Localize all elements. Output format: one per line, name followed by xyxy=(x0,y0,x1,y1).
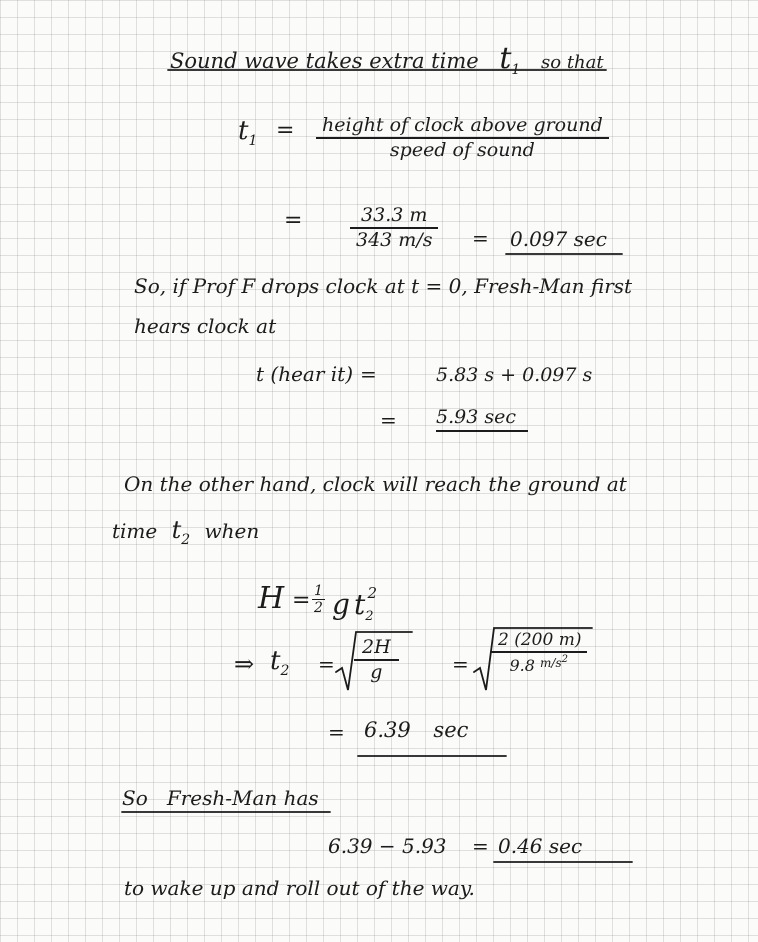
eq-t2-denominator-2: 9.8 $^{m/s2}$ xyxy=(509,654,568,675)
hear-equals: = xyxy=(360,362,377,386)
t1-calc-equals: = xyxy=(284,208,303,233)
hear-rhs: 5.83 s + 0.097 s xyxy=(436,364,593,386)
t1-calc-denominator: 343 m/s xyxy=(356,229,433,251)
t1-calc-equals-2: = xyxy=(472,226,489,250)
hear-lhs: t (hear it) xyxy=(256,362,353,386)
t1-lhs: $t_1$ xyxy=(238,116,258,149)
t1-calc-numerator: 33.3 m xyxy=(350,206,438,229)
t1-result: 0.097 sec xyxy=(510,227,607,251)
sqrt-sign-1 xyxy=(336,632,412,690)
eq-t2-denominator: g xyxy=(370,661,383,683)
para3-calc: 6.39 − 5.93 xyxy=(328,834,447,858)
eq-t2-arrow: ⇒ xyxy=(234,650,255,678)
eq-t2-numerator: 2H xyxy=(354,638,399,661)
eq-t2-equals-2: = xyxy=(452,652,469,676)
para3-equals: = xyxy=(472,834,489,858)
t2-result: 6.39 sec xyxy=(364,718,469,742)
para1-line1: So, if Prof F drops clock at t = 0, Fresh-Man first xyxy=(134,274,633,298)
eq-h-lhs: H xyxy=(258,581,285,616)
para2-line2: time $t_2$ when xyxy=(112,516,260,548)
para3-line1: So Fresh-Man has xyxy=(122,786,319,810)
eq-t2-equals: = xyxy=(318,652,335,676)
eq-t2-lhs: $t_2$ xyxy=(270,646,290,679)
t1-denominator: speed of sound xyxy=(389,139,535,161)
eq-h-rhs: g $t_2^2$ xyxy=(332,584,378,624)
intro-text: Sound wave takes extra time xyxy=(170,49,479,73)
t1-equals: = xyxy=(276,118,295,143)
hear-equals-2: = xyxy=(380,408,397,432)
hear-result: 5.93 sec xyxy=(436,408,528,432)
eq-t2-numerator-2: 2 (200 m) xyxy=(490,632,587,653)
intro-tail: so that xyxy=(541,52,604,73)
para1-line2: hears clock at xyxy=(134,314,277,338)
t2-result-equals: = xyxy=(328,720,345,744)
para3-line3: to wake up and roll out of the way. xyxy=(124,876,475,900)
para3-result: 0.46 sec xyxy=(498,834,583,858)
sqrt-sign-2 xyxy=(474,628,592,690)
eq-h-equals: = xyxy=(292,588,311,613)
t1-numerator: height of clock above ground xyxy=(316,116,609,139)
para2-line1: On the other hand, clock will reach the ground at xyxy=(124,472,627,496)
intro-var: $t_1$ xyxy=(499,41,521,78)
eq-h-half: $\frac{1}{2}$ xyxy=(314,583,323,616)
